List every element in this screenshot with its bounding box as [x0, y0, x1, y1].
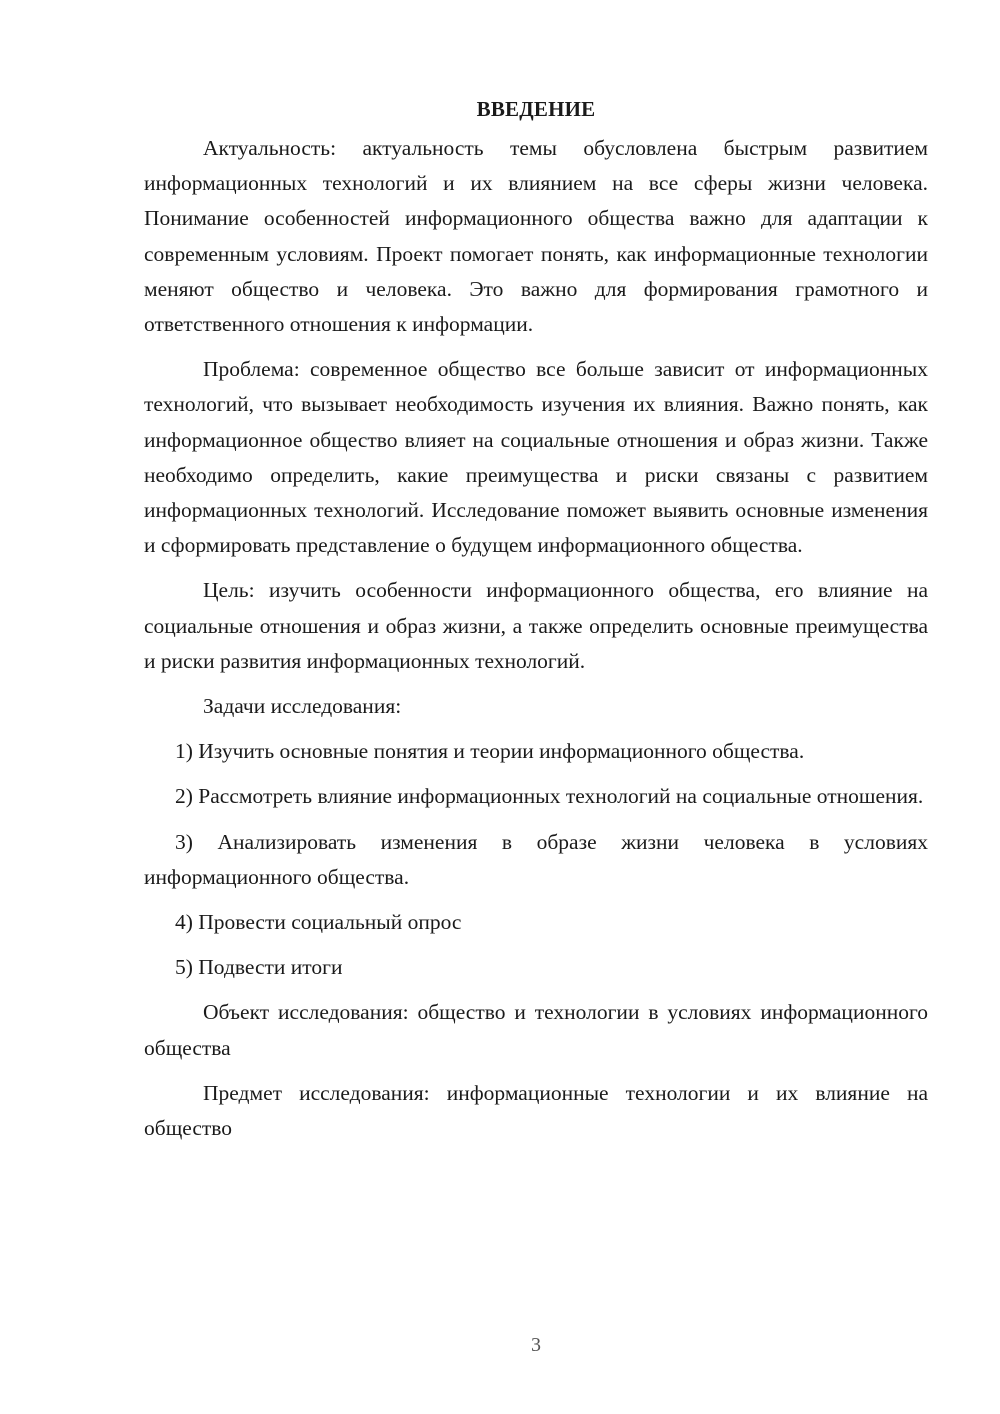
task-item-4: 4) Провести социальный опрос [175, 910, 462, 935]
subject-paragraph: Предмет исследования: информационные технологии и их влияние на общество [144, 1080, 928, 1141]
task-item-1: 1) Изучить основные понятия и теории информационного общества. [175, 739, 805, 764]
task-item-2: 2) Рассмотреть влияние информационных технологий на социальные отношения. [175, 784, 924, 809]
problem-paragraph: Проблема: современное общество все больше зависит от информационных технологий, что вызывает необходимость изучения их влияния. Важно понять, как информационное общество влияет на социальные отношения и образ жизни. Также необходимо определить, какие преимущества и риски связаны с развитием информационных технологий. Исследование поможет выявить основные изменения и сформировать представление о будущем информационного общества. [144, 357, 928, 558]
object-paragraph: Объект исследования: общество и технологии в условиях информационного общества [144, 1000, 928, 1060]
task-item-5: 5) Подвести итоги [175, 955, 343, 980]
page-number: 3 [531, 1334, 541, 1356]
goal-paragraph: Цель: изучить особенности информационного общества, его влияние на социальные отношения и образ жизни, а также определить основные преимущества и риски развития информационных технологий. [144, 578, 928, 673]
relevance-paragraph: Актуальность: актуальность темы обусловлена быстрым развитием информационных технологий и их влиянием на все сферы жизни человека. Понимание особенностей информационного общества важно для адаптации к современным условиям. Проект помогает понять, как информационные технологии меняют общество и человека. Это важно для формирования грамотного и ответственного отношения к информации. [144, 136, 928, 337]
task-item-3: 3) Анализировать изменения в образе жизни человека в условиях информационного общества. [144, 829, 928, 889]
document-page [144, 92, 928, 1156]
tasks-heading: Задачи исследования: [203, 694, 402, 719]
page-title: ВВЕДЕНИЕ [476, 97, 596, 121]
